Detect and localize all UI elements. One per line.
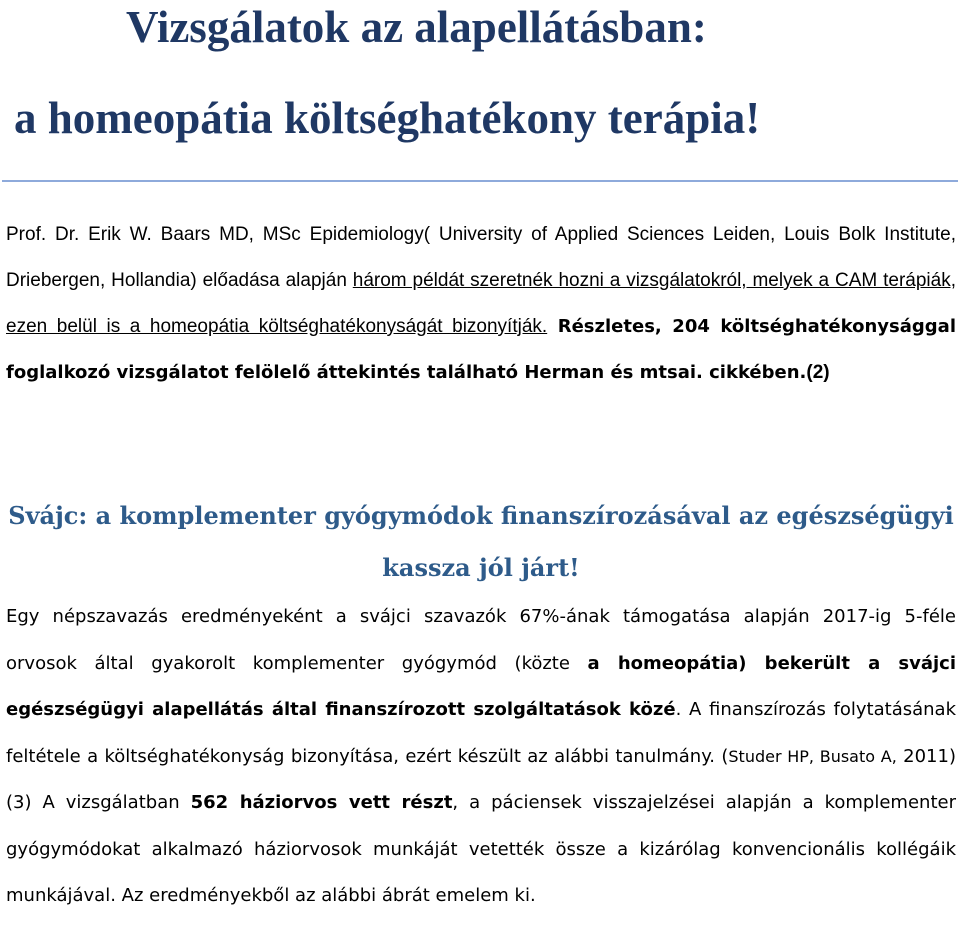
body-text-1: Egy népszavazás eredményeként a svájci szavazók 67%-ának támogatása alapján 2017-ig 5-féle orvosok által gyakorolt komplementer gyógymód (közte bbox=[6, 606, 956, 674]
body-text-2: . A finanszírozás folytatásának feltétele a költséghatékonyság bizonyítása, ezért készült az alábbi tanulmány. ( bbox=[6, 699, 956, 767]
intro-paragraph bbox=[6, 212, 956, 396]
title-line-2: a homeopátia költséghatékony terápia! bbox=[14, 93, 761, 143]
title-line-1: Vizsgálatok az alapellátásban: bbox=[126, 2, 707, 52]
body-paragraph bbox=[6, 594, 956, 920]
intro-bold-text: Részletes, 204 költséghatékonysággal foglalkozó vizsgálatot felölelő áttekintés található Herman és mtsai. cikkében. bbox=[6, 316, 956, 383]
body-text-4: , a páciensek visszajelzései alapján a komplementer gyógymódokat alkalmazó háziorvosok munkáját vetették össze a kizárólag konvencionális kollégáik munkájával. Az eredményekből az alábbi ábrát emelem ki. bbox=[6, 792, 956, 906]
body-text-3: 2011) (3) A vizsgálatban bbox=[6, 745, 956, 813]
section-heading: Svájc: a komplementer gyógymódok finanszírozásával az egészségügyi kassza jól járt! bbox=[8, 501, 954, 582]
body-citation: Studer HP, Busato A, bbox=[728, 746, 897, 766]
body-bold-1: a homeopátia) bekerült a svájci egészségügyi alapellátás által finanszírozott szolgáltatások közé bbox=[6, 652, 956, 720]
intro-underlined-text: három példát szeretnék hozni a vizsgálatokról, melyek a CAM terápiák, ezen belül is a homeopátia költséghatékonyságát bizonyítják. bbox=[6, 270, 956, 337]
title-divider bbox=[2, 180, 958, 182]
body-bold-2: 562 háziorvos vett részt bbox=[190, 792, 453, 813]
intro-reference: (2) bbox=[806, 362, 830, 383]
intro-text: Prof. Dr. Erik W. Baars MD, MSc Epidemiology( University of Applied Sciences Leiden, Louis Bolk Institute, Driebergen, Hollandia) előadása alapján bbox=[6, 224, 956, 291]
